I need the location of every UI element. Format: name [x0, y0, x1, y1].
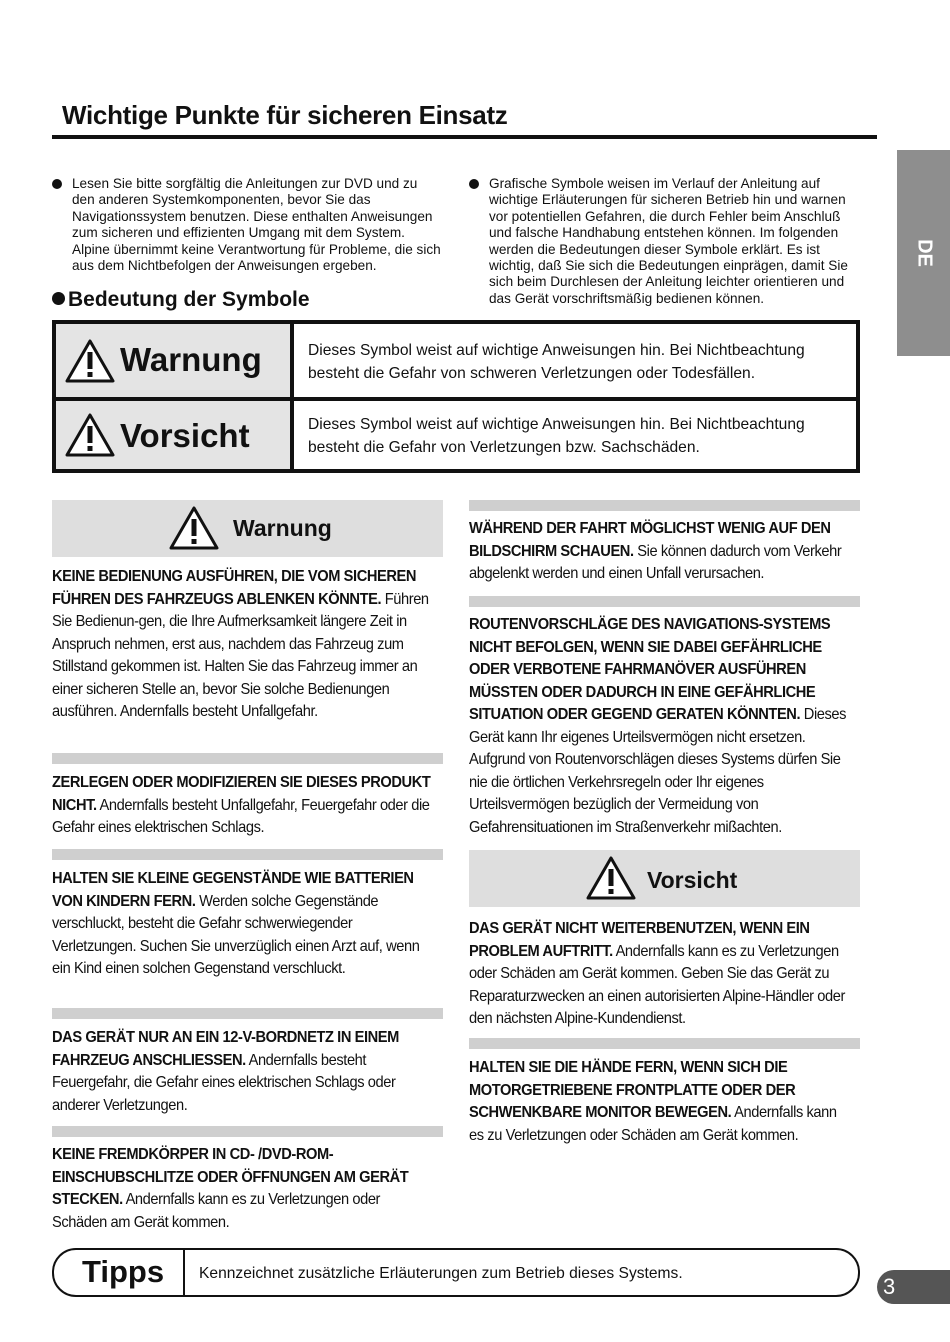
warning-item — [469, 518, 849, 586]
separator-bar — [52, 1126, 443, 1137]
item-text: Andernfalls besteht Unfallgefahr, Feuergefahr oder die Gefahr eines elektrischen Schlags. — [52, 796, 430, 836]
warning-item — [52, 868, 432, 981]
warning-triangle-icon — [64, 338, 116, 384]
separator-bar — [52, 849, 443, 860]
separator-bar — [52, 753, 443, 764]
separator-bar — [469, 1038, 860, 1049]
warning-triangle-icon — [168, 505, 220, 551]
symbols-table — [52, 320, 860, 473]
tipps-box — [52, 1248, 860, 1297]
symbols-heading-text: Bedeutung der Symbole — [68, 288, 310, 311]
symbol-row-caution — [56, 401, 856, 469]
item-heading: ZERLEGEN ODER MODIFIZIEREN SIE DIESES PRODUKT NICHT. — [52, 774, 431, 814]
bullet-icon — [52, 179, 62, 189]
warning-item — [469, 614, 849, 839]
item-text: Andernfalls kann es zu Verletzungen oder Schäden am Gerät kommen. — [52, 1191, 381, 1231]
language-tab — [897, 150, 950, 356]
caution-item — [469, 918, 849, 1031]
separator-bar — [469, 596, 860, 607]
item-text: Sie können dadurch vom Verkehr abgelenkt werden und einen Unfall verursachen. — [469, 542, 842, 582]
symbol-label-text: Vorsicht — [120, 417, 250, 454]
symbol-desc: Dieses Symbol weist auf wichtige Anweisungen hin. Bei Nichtbeachtung besteht die Gefahr von schweren Verletzungen oder Todesfällen. — [308, 342, 805, 382]
warning-triangle-icon — [64, 412, 116, 458]
intro-right-text: Grafische Symbole weisen im Verlauf der Anleitung auf wichtige Erläuterungen für sicheren Betrieb hin und warnen vor potentiellen Gefahren, die durch Fehler beim Anschluß und falsche Handhabung entstehen können. Im folgenden werden die Bedeutungen dieser Symbole erklärt. Es ist wichtig, daß Sie sich die Bedeutungen einprägen, damit Sie sich beim Durchlesen der Anleitung leichter orientieren und das Gerät vorschriftsmäßig bedienen können. — [489, 176, 848, 306]
tipps-label: Tipps — [82, 1254, 165, 1289]
item-heading: DAS GERÄT NUR AN EIN 12-V-BORDNETZ IN EINEM FAHRZEUG ANSCHLIESSEN. — [52, 1029, 399, 1069]
tipps-separator — [183, 1250, 185, 1295]
symbols-heading — [52, 288, 310, 312]
item-heading: HALTEN SIE KLEINE GEGENSTÄNDE WIE BATTERIEN VON KINDERN FERN. — [52, 870, 414, 910]
bullet-icon — [52, 292, 65, 305]
separator-bar — [469, 500, 860, 511]
caution-header — [469, 850, 860, 907]
page-title: Wichtige Punkte für sicheren Einsatz — [62, 100, 508, 130]
intro-right — [469, 176, 861, 307]
item-heading: WÄHREND DER FAHRT MÖGLICHST WENIG AUF DEN BILDSCHIRM SCHAUEN. — [469, 520, 831, 560]
intro-left — [52, 176, 442, 274]
symbol-label-text: Warnung — [120, 341, 262, 378]
item-text: Andernfalls kann es zu Verletzungen oder Schäden am Gerät kommen. — [469, 1104, 837, 1144]
item-heading: ROUTENVORSCHLÄGE DES NAVIGATIONS-SYSTEMS NICHT BEFOLGEN, WENN SIE DABEI GEFÄHRLICHE ODER VERBOTENE FAHRMANÖVER AUSFÜHREN MÜSSTEN ODER DADURCH IN EINE GEFÄHRLICHE SITUATION ODER GEGEND GERATEN KÖNNTEN. — [469, 616, 831, 723]
item-heading: HALTEN SIE DIE HÄNDE FERN, WENN SICH DIE MOTORGETRIEBENE FRONTPLATTE ODER DER SCHWENKBARE MONITOR BEWEGEN. — [469, 1059, 796, 1121]
symbol-desc: Dieses Symbol weist auf wichtige Anweisungen hin. Bei Nichtbeachtung besteht die Gefahr von Verletzungen bzw. Sachschäden. — [308, 416, 805, 456]
warning-item — [52, 1027, 432, 1117]
item-heading: KEINE BEDIENUNG AUSFÜHREN, DIE VOM SICHEREN FÜHREN DES FAHRZEUGS ABLENKEN KÖNNTE. — [52, 568, 417, 608]
item-text: Dieses Gerät kann Ihr eigenes Urteilsvermögen nicht ersetzen. Aufgrund von Routenvorschlägen dieses Systems dürfen Sie nie die örtlichen Verkehrsregeln oder Ihr eigenes Urteilsvermögen bezüglich der Vermeidung von Gefahrensituationen im Straßenverkehr mißachten. — [469, 706, 847, 836]
item-text: Führen Sie Bedienun-gen, die Ihre Aufmerksamkeit längere Zeit in Anspruch nehmen, erst aus, nachdem das Fahrzeug zum Stillstand gekommen ist. Halten Sie das Fahrzeug immer an einer sicheren Stelle an, bevor Sie solche Bedienungen ausführen. Andernfalls besteht Unfallgefahr. — [52, 590, 429, 720]
item-text: Werden solche Gegenstände verschluckt, besteht die Gefahr schwerwiegender Verletzungen. Suchen Sie unverzüglich einen Arzt auf, wenn ein Kind einen solchen Gegenstand verschluckt. — [52, 892, 420, 977]
item-heading: KEINE FREMDKÖRPER IN CD- /DVD-ROM-EINSCHUBSCHLITZE ODER ÖFFNUNGEN AM GERÄT STECKEN. — [52, 1146, 409, 1208]
language-tab-label: DE — [913, 239, 935, 267]
symbol-label-warning — [56, 324, 294, 397]
item-text: Andernfalls besteht Feuergefahr, die Gefahr eines elektrischen Schlags oder anderer Verletzungen. — [52, 1051, 396, 1114]
warning-item — [52, 566, 432, 724]
warning-header — [52, 500, 443, 557]
caution-item — [469, 1057, 849, 1147]
warning-item — [52, 1144, 432, 1234]
caution-header-text: Vorsicht — [647, 867, 738, 893]
symbol-row-warning — [56, 324, 856, 397]
item-heading: DAS GERÄT NICHT WEITERBENUTZEN, WENN EIN PROBLEM AUFTRITT. — [469, 920, 810, 960]
warning-triangle-icon — [585, 855, 637, 901]
title-rule — [52, 135, 877, 139]
bullet-icon — [469, 179, 479, 189]
separator-bar — [52, 1008, 443, 1019]
item-text: Andernfalls kann es zu Verletzungen oder Schäden am Gerät kommen. Geben Sie das Gerät zu Reparaturzwecken an einen autorisierten Alpine-Händler oder den nächsten Alpine-Kundendienst. — [469, 942, 845, 1027]
page-number: 3 — [877, 1270, 950, 1304]
symbol-label-caution — [56, 401, 294, 469]
warning-header-text: Warnung — [233, 515, 332, 541]
tipps-desc: Kennzeichnet zusätzliche Erläuterungen zum Betrieb dieses Systems. — [199, 1265, 683, 1282]
intro-left-text: Lesen Sie bitte sorgfältig die Anleitungen zur DVD und zu den anderen Systemkomponenten, bevor Sie das Navigationssystem benutzen. Diese enthalten Anweisungen zum sicheren und effizienten Umgang mit dem System. Alpine übernimmt keine Verantwortung für Probleme, die sich aus dem Nichtbefolgen der Anweisungen ergeben. — [72, 176, 441, 274]
warning-item — [52, 772, 432, 840]
